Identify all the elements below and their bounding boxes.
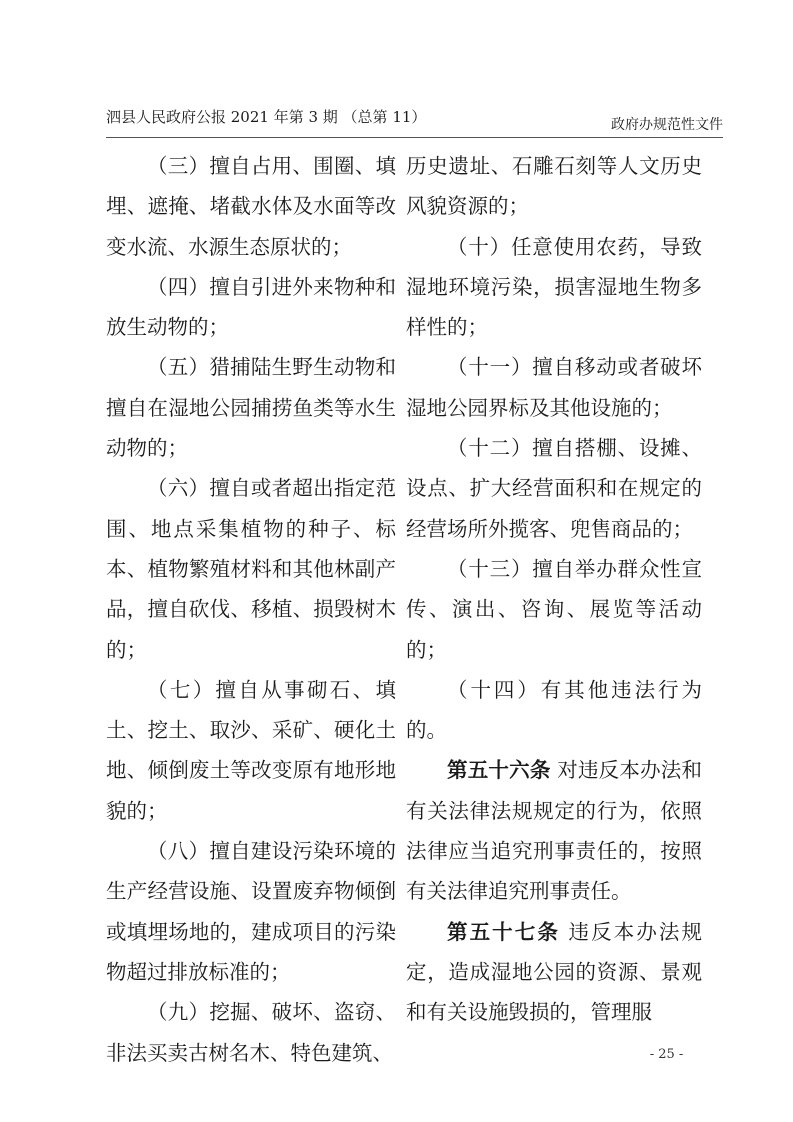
left-column xyxy=(106,146,396,1073)
item-9: （九）挖掘、破坏、盗窃、非法买卖古树名木、特色建筑、 xyxy=(106,1000,396,1065)
article-57 xyxy=(406,912,702,1033)
right-column xyxy=(406,146,702,1033)
page-header xyxy=(106,0,723,140)
article-57-title: 第五十七条 xyxy=(447,919,560,944)
page-number: - 25 - xyxy=(649,1047,684,1062)
item-4: （四）擅自引进外来物种和放生动物的； xyxy=(106,274,396,340)
article-56 xyxy=(406,750,702,911)
item-3: （三）擅自占用、围圈、填埋、遮掩、堵截水体及水面等改变水流、水源生态原状的； xyxy=(106,154,396,259)
header-rule xyxy=(106,137,723,138)
item-13: （十三）擅自举办群众性宣传、演出、咨询、展览等活动的； xyxy=(406,556,702,662)
article-57-text: 违反本办法规定，造成湿地公园的资源、景观和有关设施毁损的，管理服 xyxy=(406,919,702,1025)
article-56-text: 对违反本办法和有关法律法规规定的行为，依照法律应当追究刑事责任的，按照有关法律追究刑事责任。 xyxy=(406,758,702,904)
item-14: （十四）有其他违法行为的。 xyxy=(406,677,702,743)
item-7: （七）擅自从事砌石、填土、挖土、取沙、采矿、硬化土地、倾倒废土等改变原有地形地貌的； xyxy=(106,677,396,823)
page-number-row xyxy=(0,1047,793,1062)
item-8: （八）擅自建设污染环境的生产经营设施、设置废弃物倾倒或填埋场地的，建成项目的污染物超过排放标准的； xyxy=(106,839,396,984)
item-10: （十）任意使用农药，导致湿地环境污染，损害湿地生物多样性的； xyxy=(406,234,702,340)
item-11: （十一）擅自移动或者破坏湿地公园界标及其他设施的； xyxy=(406,355,702,420)
item-6: （六）擅自或者超出指定范围、地点采集植物的种子、标本、植物繁殖材料和其他林副产品，擅自砍伐、移植、损毁树木的； xyxy=(106,476,396,662)
item-12: （十二）擅自搭棚、设摊、设点、扩大经营面积和在规定的经营场所外揽客、兜售商品的； xyxy=(406,436,702,541)
item-9-continuation: 历史遗址、石雕石刻等人文历史风貌资源的； xyxy=(406,154,702,219)
article-56-title: 第五十六条 xyxy=(447,758,551,783)
journal-title: 泗县人民政府公报 2021 年第 3 期 （总第 11） xyxy=(106,108,427,126)
item-5: （五）猎捕陆生野生动物和擅自在湿地公园捕捞鱼类等水生动物的； xyxy=(106,355,396,461)
section-title: 政府办规范性文件 xyxy=(611,117,723,133)
